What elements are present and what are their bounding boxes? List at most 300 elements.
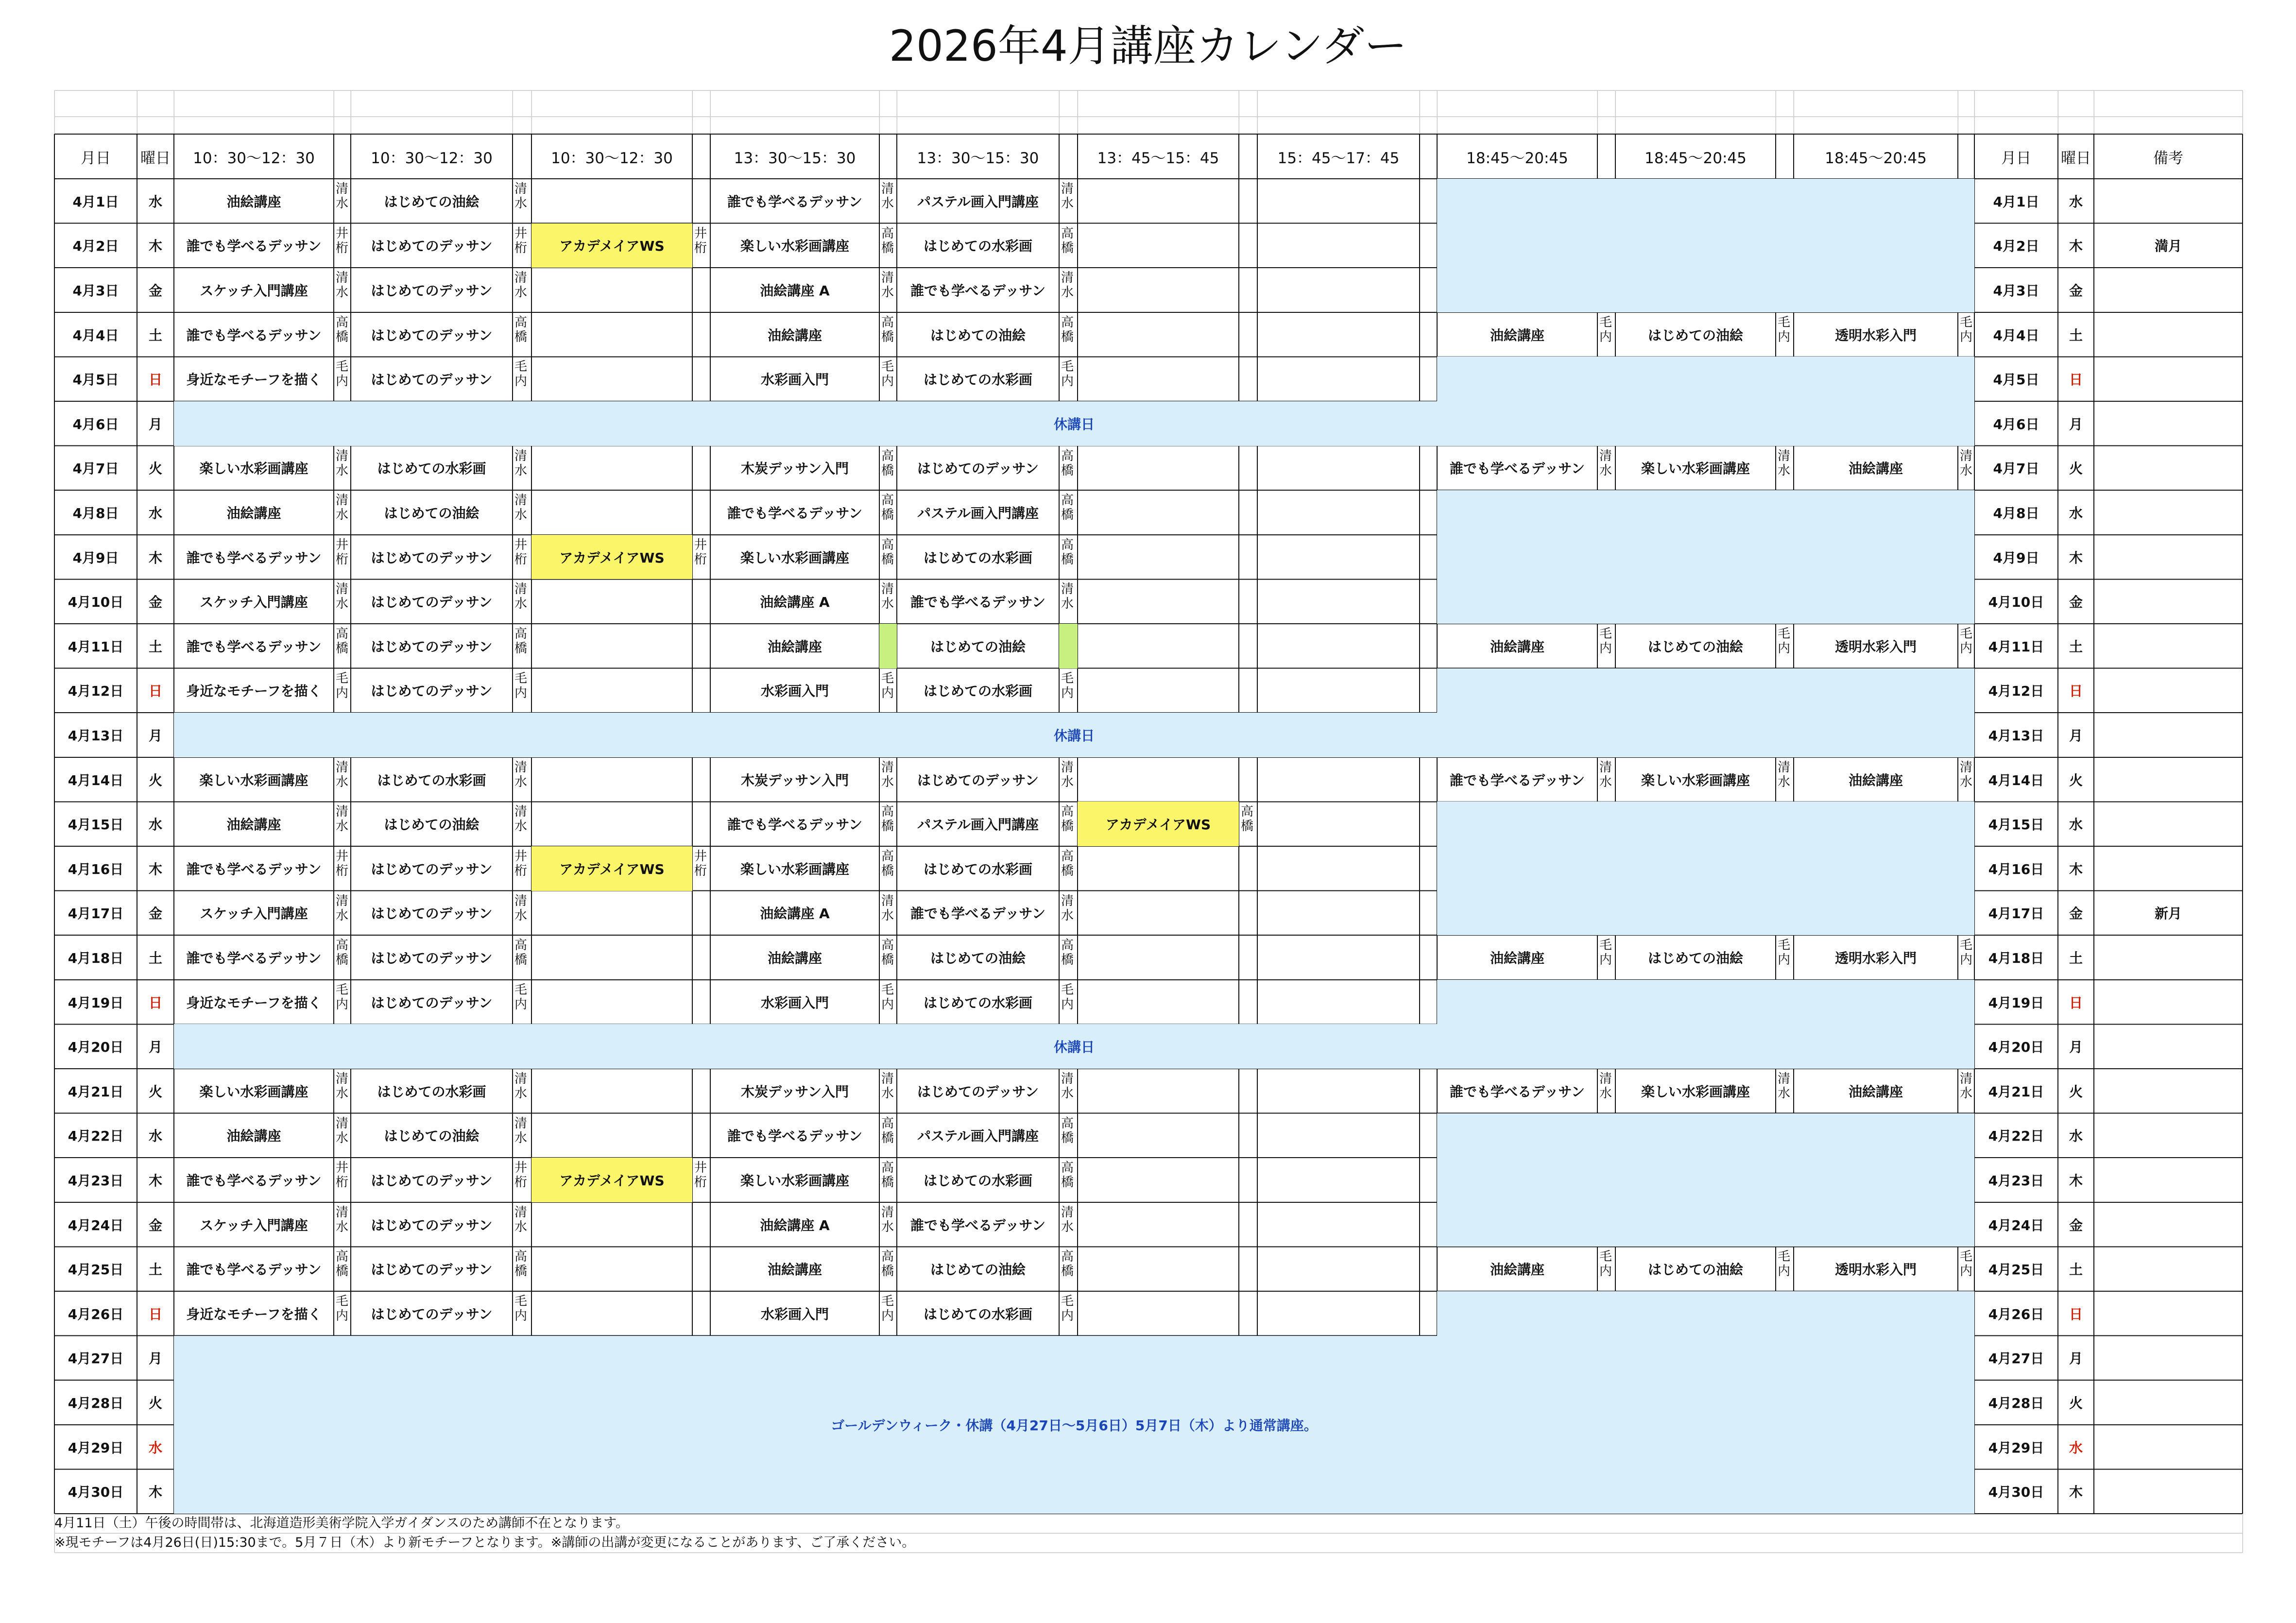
date-cell: 4月13日 xyxy=(68,727,124,744)
instructor-name-line1: 清 xyxy=(881,1205,894,1220)
instructor-name-line1: 清 xyxy=(1960,760,1973,775)
instructor-name-line1: 清 xyxy=(514,582,528,597)
instructor-cell xyxy=(334,846,351,891)
instructor-cell xyxy=(334,357,351,401)
date-cell-right: 4月21日 xyxy=(1988,1083,2044,1100)
instructor-name-line1: 清 xyxy=(514,271,528,286)
date-cell: 4月15日 xyxy=(68,817,124,833)
instructor-name-line2: 橋 xyxy=(1061,819,1074,834)
course-cell: 油絵講座 xyxy=(226,505,281,521)
instructor-name-line1: 井 xyxy=(694,537,707,552)
instructor-cell xyxy=(334,935,351,980)
weekday-cell: 火 xyxy=(148,461,162,477)
date-cell: 4月25日 xyxy=(68,1262,124,1278)
course-cell: はじめての油絵 xyxy=(930,1262,1026,1278)
instructor-name-line2: 水 xyxy=(514,508,528,523)
date-cell: 4月8日 xyxy=(72,505,119,521)
course-cell: はじめての油絵 xyxy=(930,327,1026,343)
instructor-absent-cell xyxy=(879,624,897,668)
evening-course-cell: 油絵講座 xyxy=(1848,1083,1903,1100)
remark-cell xyxy=(2094,579,2243,624)
evening-course-cell: 油絵講座 xyxy=(1490,327,1544,343)
course-cell: 楽しい水彩画講座 xyxy=(199,1083,308,1100)
instructor-cell xyxy=(879,1158,897,1202)
weekday-cell: 金 xyxy=(148,282,162,299)
instructor-cell xyxy=(1776,1247,1794,1291)
instructor-name-line1: 毛 xyxy=(1599,627,1612,641)
instructor-cell xyxy=(513,668,531,713)
date-cell-right: 4月30日 xyxy=(1988,1484,2044,1501)
instructor-name-line1: 高 xyxy=(1241,804,1254,820)
instructor-cell xyxy=(1597,1247,1615,1291)
instructor-cell xyxy=(334,980,351,1025)
course-cell: 油絵講座 A xyxy=(760,282,830,299)
date-cell: 4月12日 xyxy=(68,683,124,700)
instructor-name-line2: 内 xyxy=(881,685,894,700)
course-cell: はじめてのデッサン xyxy=(371,327,493,343)
instructor-cell xyxy=(879,490,897,535)
instructor-cell xyxy=(1059,1202,1078,1247)
course-cell: アカデメイアWS xyxy=(531,1158,692,1202)
date-cell-right: 4月3日 xyxy=(1993,282,2039,299)
instructor-cell xyxy=(1059,446,1078,491)
instructor-name-line1: 毛 xyxy=(1960,627,1973,641)
instructor-name-line1: 毛 xyxy=(1778,1249,1791,1264)
remark-cell xyxy=(2094,846,2243,891)
instructor-name-line2: 水 xyxy=(1061,1086,1074,1101)
instructor-name-line1: 清 xyxy=(336,448,349,463)
weekday-cell-right: 水 xyxy=(2069,505,2083,521)
instructor-cell xyxy=(334,1247,351,1291)
instructor-name-line2: 水 xyxy=(881,774,894,789)
instructor-name-line1: 高 xyxy=(1061,226,1074,241)
instructor-name-line2: 内 xyxy=(336,374,349,389)
weekday-cell: 火 xyxy=(148,1395,162,1411)
weekday-cell: 水 xyxy=(148,505,162,521)
course-cell: 油絵講座 xyxy=(767,638,822,655)
instructor-cell xyxy=(513,757,531,802)
instructor-cell xyxy=(1059,179,1078,223)
instructor-cell xyxy=(334,1113,351,1158)
instructor-cell xyxy=(1059,1247,1078,1291)
date-cell-right: 4月6日 xyxy=(1993,416,2039,432)
remark-cell xyxy=(2094,312,2243,357)
instructor-cell xyxy=(1059,802,1078,846)
instructor-name-line1: 清 xyxy=(1061,182,1074,196)
course-cell: パステル画入門講座 xyxy=(917,193,1039,210)
date-cell: 4月20日 xyxy=(68,1039,124,1056)
course-cell: 誰でも学べるデッサン xyxy=(186,549,322,566)
instructor-name-line1: 清 xyxy=(336,1072,349,1086)
evening-course-cell: 油絵講座 xyxy=(1848,461,1903,477)
course-cell: 楽しい水彩画講座 xyxy=(740,549,849,566)
weekday-cell-right: 土 xyxy=(2069,950,2083,966)
date-cell: 4月18日 xyxy=(68,950,124,966)
header-time-slot: 10：30〜12：30 xyxy=(193,149,315,167)
instructor-name-line1: 清 xyxy=(336,804,349,820)
remark-cell xyxy=(2094,757,2243,802)
evening-empty-block xyxy=(1437,668,1974,713)
instructor-cell xyxy=(334,579,351,624)
course-cell: はじめてのデッサン xyxy=(371,282,493,299)
instructor-cell xyxy=(879,312,897,357)
instructor-cell xyxy=(513,579,531,624)
instructor-name-line2: 水 xyxy=(1599,774,1612,789)
course-cell: はじめての油絵 xyxy=(930,638,1026,655)
instructor-cell xyxy=(879,846,897,891)
instructor-cell xyxy=(334,1202,351,1247)
instructor-cell xyxy=(1059,1069,1078,1113)
instructor-name-line2: 橋 xyxy=(881,1175,894,1190)
remark-cell xyxy=(2094,535,2243,580)
footnote: 4月11日（土）午後の時間帯は、北海道造形美術学院入学ガイダンスのため講師不在となります。 xyxy=(54,1516,629,1531)
weekday-cell: 月 xyxy=(148,416,162,432)
date-cell-right: 4月20日 xyxy=(1988,1039,2044,1056)
instructor-name-line1: 井 xyxy=(336,226,349,241)
instructor-cell xyxy=(879,535,897,580)
date-cell-right: 4月4日 xyxy=(1993,327,2039,343)
date-cell-right: 4月2日 xyxy=(1993,238,2039,255)
date-cell-right: 4月5日 xyxy=(1993,372,2039,388)
instructor-name-line2: 橋 xyxy=(881,953,894,968)
instructor-cell xyxy=(879,1202,897,1247)
instructor-name-line1: 毛 xyxy=(336,671,349,686)
instructor-name-line2: 内 xyxy=(336,997,349,1012)
instructor-name-line2: 橋 xyxy=(514,1264,528,1279)
header-date: 月日 xyxy=(81,149,111,167)
course-cell: はじめてのデッサン xyxy=(371,683,493,700)
course-cell: はじめての水彩画 xyxy=(923,861,1032,877)
evening-course-cell: 誰でも学べるデッサン xyxy=(1449,772,1585,788)
instructor-cell xyxy=(513,802,531,846)
course-cell: 木炭デッサン入門 xyxy=(740,772,849,788)
weekday-cell: 日 xyxy=(148,372,162,388)
instructor-cell xyxy=(879,579,897,624)
instructor-cell xyxy=(334,1069,351,1113)
course-cell: はじめてのデッサン xyxy=(371,1306,493,1322)
instructor-name-line1: 清 xyxy=(336,271,349,286)
remark-cell xyxy=(2094,802,2243,846)
instructor-cell xyxy=(1597,312,1615,357)
instructor-name-line2: 内 xyxy=(881,374,894,389)
instructor-name-line2: 内 xyxy=(1599,953,1612,968)
remark-cell xyxy=(2094,1024,2243,1069)
date-cell: 4月29日 xyxy=(68,1439,124,1456)
instructor-cell xyxy=(1059,935,1078,980)
remark-cell xyxy=(2094,268,2243,312)
instructor-cell xyxy=(879,357,897,401)
date-cell: 4月5日 xyxy=(72,372,119,388)
remark-cell xyxy=(2094,935,2243,980)
remark-cell xyxy=(2094,668,2243,713)
instructor-cell xyxy=(334,802,351,846)
header-time-slot: 18:45〜20:45 xyxy=(1466,149,1568,167)
instructor-cell xyxy=(1059,1113,1078,1158)
instructor-name-line1: 清 xyxy=(1778,760,1791,775)
weekday-cell: 水 xyxy=(148,1128,162,1145)
instructor-name-line1: 清 xyxy=(881,760,894,775)
course-cell: はじめての水彩画 xyxy=(377,772,486,788)
evening-course-cell: 楽しい水彩画講座 xyxy=(1641,461,1750,477)
course-cell: 水彩画入門 xyxy=(760,683,829,700)
instructor-name-line2: 橋 xyxy=(881,864,894,878)
instructor-cell xyxy=(1059,535,1078,580)
instructor-name-line1: 清 xyxy=(1061,582,1074,597)
weekday-cell: 金 xyxy=(148,594,162,611)
instructor-cell xyxy=(513,535,531,580)
date-cell: 4月1日 xyxy=(72,193,119,210)
instructor-name-line2: 橋 xyxy=(1241,819,1254,834)
instructor-name-line2: 桁 xyxy=(694,240,707,256)
instructor-name-line2: 水 xyxy=(1061,774,1074,789)
weekday-cell: 火 xyxy=(148,1083,162,1100)
instructor-name-line2: 橋 xyxy=(1061,953,1074,968)
instructor-cell xyxy=(1059,757,1078,802)
closed-day-band: 休講日 xyxy=(174,401,1974,446)
instructor-name-line1: 毛 xyxy=(1599,938,1612,953)
course-cell: 水彩画入門 xyxy=(760,1306,829,1322)
weekday-cell: 土 xyxy=(148,638,162,655)
date-cell-right: 4月16日 xyxy=(1988,861,2044,877)
evening-course-cell: 油絵講座 xyxy=(1490,638,1544,655)
evening-course-cell: はじめての油絵 xyxy=(1647,1262,1743,1278)
course-cell: はじめての水彩画 xyxy=(923,372,1032,388)
instructor-name-line2: 水 xyxy=(881,908,894,923)
instructor-name-line2: 内 xyxy=(1061,1309,1074,1323)
instructor-name-line2: 水 xyxy=(1061,597,1074,612)
course-cell: スケッチ入門講座 xyxy=(200,282,308,299)
instructor-cell xyxy=(879,802,897,846)
instructor-name-line2: 桁 xyxy=(514,864,528,878)
instructor-cell xyxy=(879,1247,897,1291)
instructor-name-line2: 桁 xyxy=(694,552,707,567)
course-cell: 誰でも学べるデッサン xyxy=(910,905,1046,922)
weekday-cell-right: 水 xyxy=(2069,193,2083,210)
remark-cell xyxy=(2094,446,2243,491)
weekday-cell: 日 xyxy=(148,994,162,1011)
instructor-cell xyxy=(879,223,897,268)
instructor-name-line2: 内 xyxy=(1061,374,1074,389)
instructor-name-line2: 橋 xyxy=(1061,1175,1074,1190)
instructor-name-line1: 清 xyxy=(881,582,894,597)
instructor-name-line1: 清 xyxy=(514,448,528,463)
instructor-cell xyxy=(1059,1291,1078,1336)
course-cell: はじめての水彩画 xyxy=(923,549,1032,566)
instructor-name-line1: 清 xyxy=(1960,448,1973,463)
instructor-name-line1: 毛 xyxy=(1599,1249,1612,1264)
instructor-cell xyxy=(334,1291,351,1336)
instructor-name-line1: 清 xyxy=(1061,893,1074,908)
weekday-cell-right: 日 xyxy=(2069,1306,2083,1322)
instructor-cell xyxy=(1059,223,1078,268)
weekday-cell-right: 月 xyxy=(2069,1039,2083,1056)
instructor-name-line2: 橋 xyxy=(1061,552,1074,567)
evening-course-cell: 誰でも学べるデッサン xyxy=(1449,461,1585,477)
instructor-name-line2: 内 xyxy=(514,685,528,700)
instructor-name-line1: 清 xyxy=(514,760,528,775)
date-cell-right: 4月12日 xyxy=(1988,683,2044,700)
evening-course-cell: はじめての油絵 xyxy=(1647,327,1743,343)
instructor-name-line1: 高 xyxy=(881,804,894,820)
instructor-cell xyxy=(1059,357,1078,401)
instructor-name-line2: 内 xyxy=(1599,1264,1612,1279)
weekday-cell: 月 xyxy=(148,1039,162,1056)
instructor-cell xyxy=(1059,846,1078,891)
instructor-name-line2: 内 xyxy=(881,997,894,1012)
instructor-cell xyxy=(513,490,531,535)
instructor-name-line1: 井 xyxy=(514,226,528,241)
weekday-cell-right: 水 xyxy=(2069,1128,2083,1145)
instructor-cell xyxy=(1776,624,1794,668)
evening-empty-block xyxy=(1437,980,1974,1025)
instructor-name-line2: 橋 xyxy=(514,329,528,344)
footnote: ※現モチーフは4月26日(日)15:30まで。5月７日（木）より新モチーフとなります。※講師の出講が変更になることがあります、ご了承ください。 xyxy=(54,1535,915,1550)
remark-cell xyxy=(2094,1291,2243,1336)
instructor-cell xyxy=(692,535,710,580)
instructor-name-line2: 橋 xyxy=(336,953,349,968)
course-cell: 楽しい水彩画講座 xyxy=(740,238,849,255)
header-time-slot: 18:45〜20:45 xyxy=(1645,149,1747,167)
course-cell: 楽しい水彩画講座 xyxy=(740,1172,849,1189)
date-cell: 4月24日 xyxy=(68,1217,124,1233)
instructor-name-line1: 清 xyxy=(336,760,349,775)
evening-course-cell: 透明水彩入門 xyxy=(1834,950,1917,966)
instructor-name-line1: 毛 xyxy=(1061,671,1074,686)
instructor-name-line2: 水 xyxy=(1960,463,1973,478)
date-cell-right: 4月18日 xyxy=(1988,950,2044,966)
header-time-slot: 15：45〜17：45 xyxy=(1277,149,1400,167)
date-cell-right: 4月17日 xyxy=(1988,905,2044,922)
instructor-cell xyxy=(513,357,531,401)
instructor-name-line1: 清 xyxy=(514,182,528,196)
instructor-name-line1: 高 xyxy=(1061,804,1074,820)
instructor-name-line2: 水 xyxy=(1599,1086,1612,1101)
weekday-cell-right: 月 xyxy=(2069,416,2083,432)
instructor-name-line2: 橋 xyxy=(336,329,349,344)
instructor-name-line1: 高 xyxy=(1061,315,1074,330)
instructor-name-line1: 清 xyxy=(1599,1072,1612,1086)
instructor-name-line2: 水 xyxy=(1778,1086,1791,1101)
remark-cell xyxy=(2094,490,2243,535)
instructor-cell xyxy=(1059,980,1078,1025)
course-cell: 誰でも学べるデッサン xyxy=(186,950,322,966)
course-cell: 油絵講座 xyxy=(767,327,822,343)
instructor-name-line1: 高 xyxy=(881,849,894,864)
instructor-name-line2: 内 xyxy=(1778,953,1791,968)
instructor-name-line2: 水 xyxy=(514,463,528,478)
weekday-cell-right: 金 xyxy=(2069,282,2083,299)
instructor-name-line2: 水 xyxy=(514,285,528,300)
instructor-name-line2: 桁 xyxy=(514,240,528,256)
weekday-cell-right: 木 xyxy=(2069,861,2083,877)
instructor-name-line2: 内 xyxy=(1960,329,1973,344)
course-cell: パステル画入門講座 xyxy=(917,817,1039,833)
date-cell-right: 4月25日 xyxy=(1988,1262,2044,1278)
evening-empty-block xyxy=(1437,802,1974,935)
course-cell: はじめてのデッサン xyxy=(917,461,1039,477)
instructor-cell xyxy=(1059,268,1078,312)
date-cell-right: 4月8日 xyxy=(1993,505,2039,521)
header-time-slot: 13：45〜15：45 xyxy=(1097,149,1219,167)
instructor-cell xyxy=(1776,1069,1794,1113)
instructor-name-line1: 清 xyxy=(514,1205,528,1220)
course-cell: 油絵講座 xyxy=(226,817,281,833)
weekday-cell-right: 月 xyxy=(2069,727,2083,744)
evening-course-cell: 誰でも学べるデッサン xyxy=(1449,1083,1585,1100)
instructor-name-line2: 水 xyxy=(336,285,349,300)
instructor-name-line2: 桁 xyxy=(336,240,349,256)
instructor-name-line1: 井 xyxy=(514,537,528,552)
instructor-name-line2: 桁 xyxy=(514,1175,528,1190)
course-cell: 誰でも学べるデッサン xyxy=(186,638,322,655)
instructor-name-line1: 毛 xyxy=(514,671,528,686)
instructor-cell xyxy=(334,268,351,312)
instructor-cell xyxy=(879,935,897,980)
weekday-cell-right: 火 xyxy=(2069,461,2083,477)
remark-cell xyxy=(2094,713,2243,757)
instructor-name-line1: 毛 xyxy=(1061,1294,1074,1309)
instructor-name-line2: 内 xyxy=(336,685,349,700)
instructor-name-line2: 橋 xyxy=(514,641,528,656)
date-cell-right: 4月7日 xyxy=(1993,461,2039,477)
instructor-name-line1: 毛 xyxy=(514,1294,528,1309)
instructor-name-line1: 毛 xyxy=(881,671,894,686)
weekday-cell-right: 火 xyxy=(2069,1395,2083,1411)
instructor-cell xyxy=(513,268,531,312)
course-cell: 油絵講座 A xyxy=(760,905,830,922)
instructor-name-line1: 清 xyxy=(881,1072,894,1086)
course-cell: 身近なモチーフを描く xyxy=(186,994,322,1011)
weekday-cell: 水 xyxy=(148,817,162,833)
course-cell: 身近なモチーフを描く xyxy=(186,372,322,388)
instructor-name-line1: 清 xyxy=(1778,448,1791,463)
instructor-name-line1: 高 xyxy=(336,315,349,330)
weekday-cell-right: 土 xyxy=(2069,327,2083,343)
weekday-cell: 金 xyxy=(148,905,162,922)
instructor-name-line1: 清 xyxy=(1061,760,1074,775)
date-cell: 4月10日 xyxy=(68,594,124,611)
instructor-cell xyxy=(334,179,351,223)
header-dow-right: 曜日 xyxy=(2061,149,2091,167)
course-cell: 誰でも学べるデッサン xyxy=(186,1262,322,1278)
instructor-name-line2: 橋 xyxy=(881,552,894,567)
course-cell: 油絵講座 xyxy=(767,950,822,966)
course-cell: アカデメイアWS xyxy=(531,535,692,580)
instructor-cell xyxy=(513,446,531,491)
instructor-name-line1: 毛 xyxy=(881,359,894,375)
instructor-name-line2: 内 xyxy=(1960,1264,1973,1279)
course-cell: はじめてのデッサン xyxy=(371,994,493,1011)
instructor-name-line2: 水 xyxy=(1960,1086,1973,1101)
weekday-cell-right: 木 xyxy=(2069,1484,2083,1501)
instructor-name-line1: 清 xyxy=(1061,1072,1074,1086)
instructor-cell xyxy=(334,1158,351,1202)
instructor-name-line1: 清 xyxy=(514,893,528,908)
instructor-name-line2: 水 xyxy=(336,597,349,612)
instructor-cell xyxy=(513,1158,531,1202)
instructor-name-line1: 井 xyxy=(336,849,349,864)
instructor-name-line1: 井 xyxy=(514,849,528,864)
instructor-name-line2: 内 xyxy=(1778,641,1791,656)
remark-cell xyxy=(2094,1158,2243,1202)
instructor-name-line1: 清 xyxy=(1061,1205,1074,1220)
evening-course-cell: 透明水彩入門 xyxy=(1834,1262,1917,1278)
instructor-name-line2: 水 xyxy=(514,1130,528,1145)
evening-course-cell: 油絵講座 xyxy=(1490,1262,1544,1278)
instructor-name-line2: 水 xyxy=(514,774,528,789)
instructor-name-line1: 清 xyxy=(336,893,349,908)
instructor-name-line2: 内 xyxy=(1778,1264,1791,1279)
